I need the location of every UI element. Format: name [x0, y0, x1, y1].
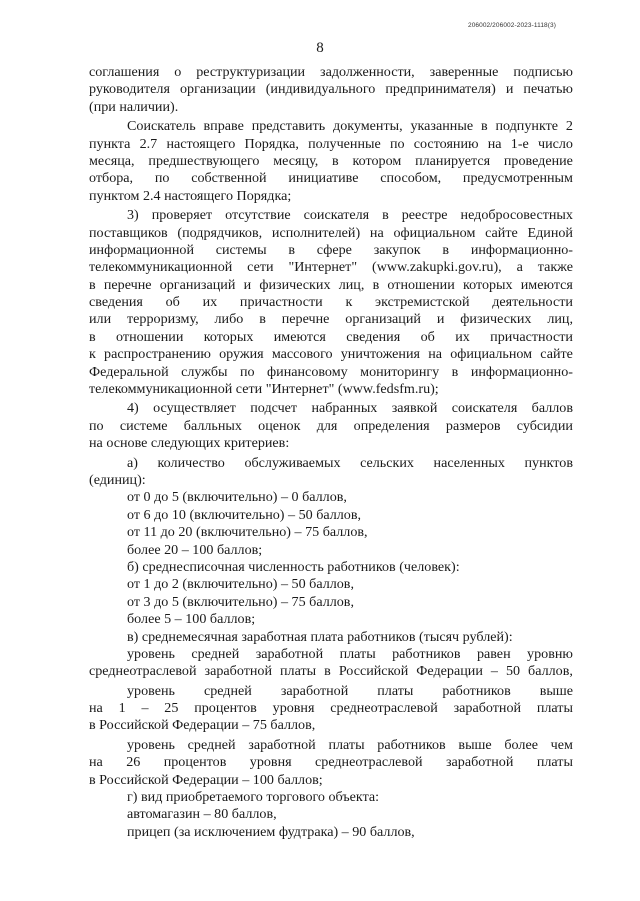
text-line: более 20 – 100 баллов; — [127, 541, 263, 558]
text-line: по системе балльных оценок для определения размеров субсидии — [89, 417, 573, 434]
text-line: соглашения о реструктуризации задолженности, заверенные подписью — [89, 64, 573, 80]
text-line: (единиц): — [89, 471, 146, 488]
text-line: телекоммуникационной сети "Интернет" (www.zakupki.gov.ru), а также — [89, 259, 573, 276]
text-line: от 0 до 5 (включительно) – 0 баллов, — [127, 489, 347, 506]
page-number: 8 — [316, 40, 324, 56]
text-line: 4) осуществляет подсчет набранных заявкой соискателя баллов — [127, 400, 573, 417]
text-line: 3) проверяет отсутствие соискателя в реестре недобросовестных — [127, 207, 573, 224]
text-line: к распространению оружия массового уничтожения на официальном сайте — [89, 346, 573, 363]
text-line: на основе следующих критериев: — [89, 435, 290, 452]
text-line: сведения об их причастности к экстремистской деятельности — [89, 294, 573, 311]
text-line: прицеп (за исключением фудтрака) – 90 баллов, — [127, 823, 415, 840]
text-line: в Российской Федерации – 100 баллов; — [89, 771, 323, 788]
text-line: среднеотраслевой заработной платы в Российской Федерации – 50 баллов, — [89, 663, 573, 680]
text-line: руководителя организации (индивидуального предпринимателя) и печатью — [89, 81, 573, 98]
text-line: уровень средней заработной платы работников выше более чем — [127, 736, 573, 753]
text-line: на 1 – 25 процентов уровня среднеотраслевой заработной платы — [89, 700, 573, 717]
text-line: уровень средней заработной платы работников равен уровню — [127, 645, 573, 662]
text-line: информационной системы в сфере закупок в информационно- — [89, 241, 573, 258]
text-line: в перечне организаций и физических лиц, в отношении которых имеются — [89, 276, 573, 293]
document-body — [89, 64, 573, 841]
text-line: поставщиков (подрядчиков, исполнителей) на официальном сайте Единой — [89, 224, 573, 241]
text-line: пункта 2.7 настоящего Порядка, полученные по состоянию на 1-е число — [89, 135, 573, 152]
text-line: от 3 до 5 (включительно) – 75 баллов, — [127, 593, 354, 610]
text-line: от 1 до 2 (включительно) – 50 баллов, — [127, 576, 354, 593]
text-line: или терроризму, либо в перечне организаций и физических лиц, — [89, 311, 573, 328]
text-line: в отношении которых имеются сведения об их причастности — [89, 328, 573, 345]
text-line: б) среднесписочная численность работников (человек): — [127, 558, 460, 575]
text-line: в) среднемесячная заработная плата работников (тысяч рублей): — [127, 628, 513, 645]
text-line: на 26 процентов уровня среднеотраслевой заработной платы — [89, 754, 573, 771]
text-line: от 11 до 20 (включительно) – 75 баллов, — [127, 524, 368, 541]
text-line: г) вид приобретаемого торгового объекта: — [127, 789, 380, 806]
text-line: автомагазин – 80 баллов, — [127, 806, 277, 823]
text-line: Федеральной службы по финансовому мониторингу в информационно- — [89, 363, 573, 380]
text-line: Соискатель вправе представить документы, указанные в подпункте 2 — [127, 118, 573, 135]
text-line: отбора, по собственной инициативе способом, предусмотренным — [89, 170, 573, 187]
text-line: от 6 до 10 (включительно) – 50 баллов, — [127, 506, 362, 523]
text-line: (при наличии). — [89, 98, 179, 115]
text-line: уровень средней заработной платы работников выше — [127, 682, 573, 699]
text-line: месяца, предшествующего месяцу, в котором планируется проведение — [89, 152, 573, 169]
text-line: в Российской Федерации – 75 баллов, — [89, 717, 316, 734]
text-line: телекоммуникационной сети "Интернет" (www.fedsfm.ru); — [89, 381, 439, 398]
text-line: более 5 – 100 баллов; — [127, 611, 256, 628]
text-line: пунктом 2.4 настоящего Порядка; — [89, 187, 292, 204]
text-line: а) количество обслуживаемых сельских населенных пунктов — [127, 454, 573, 471]
document-id: 206002/206002-2023-1118(3) — [467, 22, 556, 29]
